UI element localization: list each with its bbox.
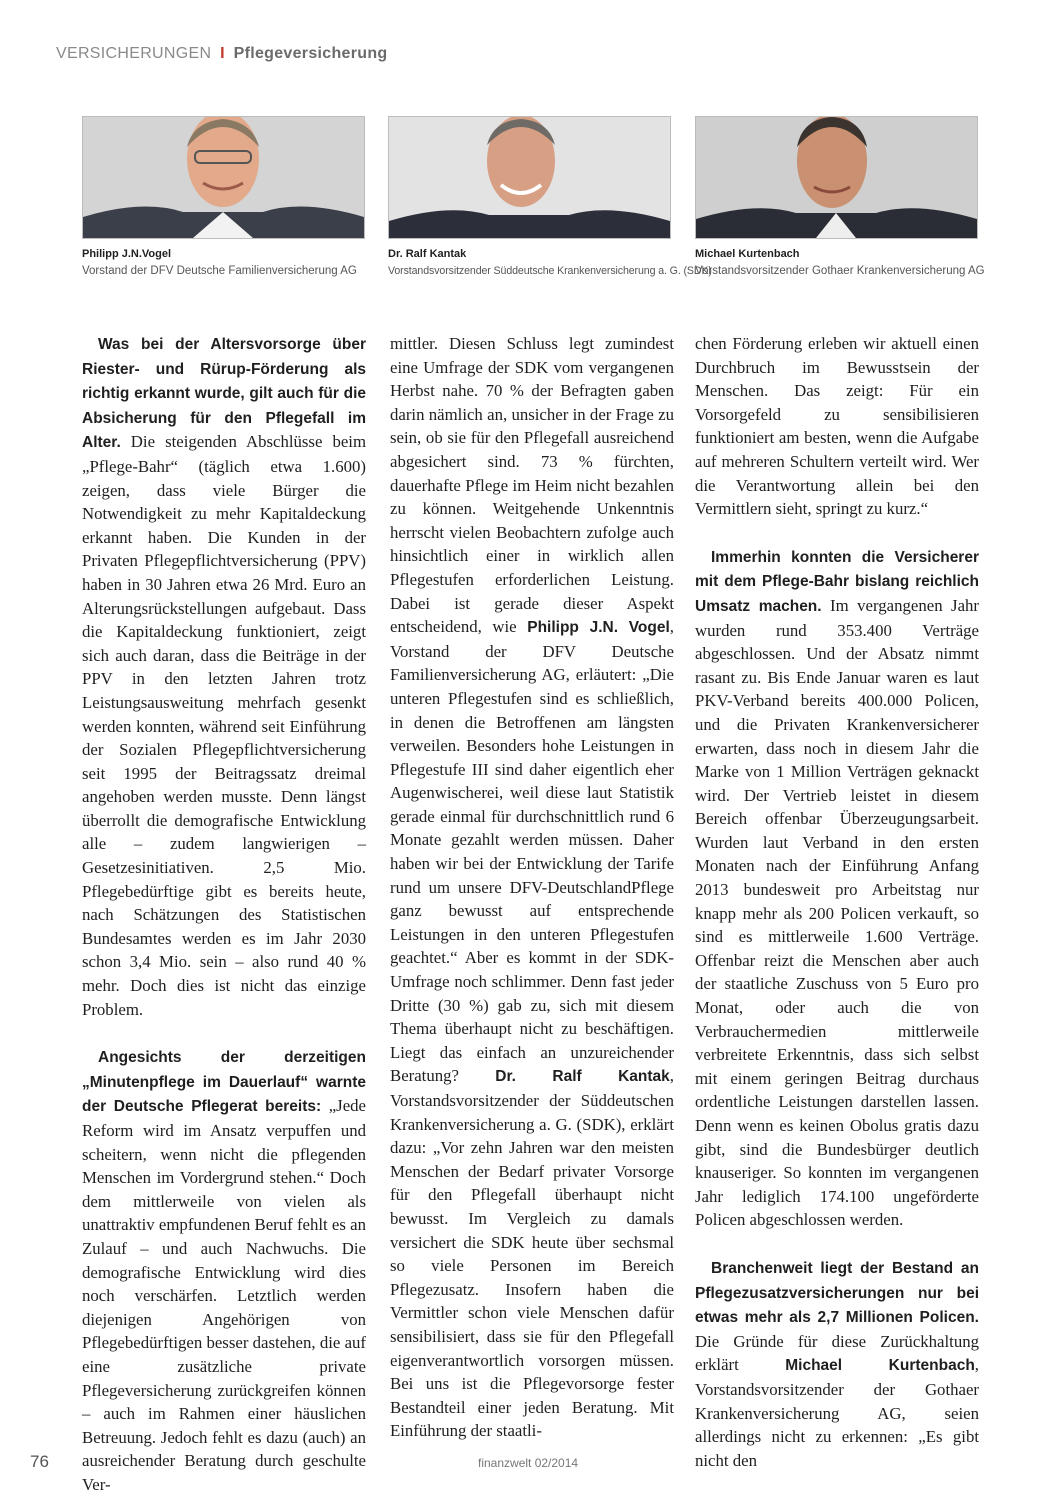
body-text: „Jede Reform wird im Ansatz verpuffen und scheitern, wenn nicht die pflegenden Menschen im Vordergrund stehen.“ Doch dem mittlerweile von vielen als unattraktiv empfundenen Beruf fehlt es an Zulauf – und auch Nachwuchs. Die demografische Entwicklung wird dies noch verschärfen. Letztlich werden diejenigen Angehörigen von Pflegebedürftigen besser dastehen, die auf eine zusätzliche private Pflegeversicherung zurückgreifen können – auch im Rahmen einer häuslichen Betreuung. Jedoch fehlt es dazu (auch) an ausreichender Beratung durch geschulte Ver- bbox=[82, 1096, 366, 1494]
paragraph bbox=[695, 545, 979, 1232]
topic-label: Pflegeversicherung bbox=[233, 45, 388, 62]
magazine-issue: finanzwelt 02/2014 bbox=[478, 1456, 579, 1470]
portrait-photo-kantak bbox=[388, 116, 671, 239]
article-column-2 bbox=[390, 332, 674, 1443]
caption-name: Dr. Ralf Kantak bbox=[388, 248, 467, 260]
paragraph bbox=[82, 332, 366, 1021]
lead-in: Immerhin konnten die Versicherer mit dem Pflege-Bahr bislang reichlich Umsatz machen. bbox=[695, 548, 979, 615]
body-text: , Vorstandsvorsitzender der Gothaer Krankenversicherung AG, seien allerdings nicht zu erkennen: „Es gibt nicht den bbox=[695, 1355, 979, 1470]
body-text: , Vorstandsvorsitzender der Süddeutschen Krankenversicherung a. G. (SDK), erklärt dazu: „Vor zehn Jahren war den meisten Menschen der Bedarf privater Vorsorge für den Pflegefall überhaupt nicht bewusst. Im Vergleich zu damals versichert die SDK heute über sechsmal so viele Personen im Bereich Pflegezusatz. Insofern haben die Vermittler schon viele Menschen dafür sensibilisiert, dass sie für den Pflegefall eigenverantwortlich vorsorgen müssen. Bei uns ist die Pflegevorsorge fester Bestandteil einer jeden Beratung. Mit Einführung der staatli- bbox=[390, 1066, 674, 1441]
portrait-photo-kurtenbach bbox=[695, 116, 978, 239]
section-label: VERSICHERUNGEN bbox=[56, 45, 212, 62]
caption-kurtenbach bbox=[695, 246, 995, 280]
article-column-3 bbox=[695, 332, 979, 1472]
caption-role: Vorstandsvorsitzender Süddeutsche Krankenversicherung a. G. (SDK) bbox=[388, 265, 712, 277]
paragraph bbox=[82, 1045, 366, 1496]
body-text: Die steigenden Abschlüsse beim „Pflege-Bahr“ (täglich etwa 1.600) zeigen, dass viele Bürger die Notwendigkeit zu mehr Kapitaldeckung erkannt haben. Die Kunden in der Privaten Pflegepflichtversicherung (PPV) haben in 30 Jahren etwa 26 Mrd. Euro an Alterungsrückstellungen aufgebaut. Dass die Kapitaldeckung funktioniert, zeigt sich auch daran, dass die Beiträge in der PPV in den letzten Jahren trotz Leistungsausweitung mehrfach gesenkt werden konnten, während seit Einführung der Sozialen Pflegepflichtversicherung seit 1995 der Beitragssatz dreimal angehoben werden musste. Denn längst überrollt die demografische Entwicklung alle – zudem langwierigen – Gesetzesinitiativen. 2,5 Mio. Pflegebedürftige gibt es bereits heute, nach Schätzungen des Statistischen Bundesamtes werden es im Jahr 2030 schon 3,4 Mio. sein – also rund 40 % mehr. Doch dies ist nicht das einzige Problem. bbox=[82, 432, 366, 1019]
caption-name: Philipp J.N.Vogel bbox=[82, 248, 172, 260]
person-name: Dr. Ralf Kantak bbox=[495, 1068, 670, 1086]
page-number: 76 bbox=[30, 1452, 49, 1471]
lead-in: Angesichts der derzeitigen „Minutenpflege im Dauerlauf“ warnte der Deutsche Pflegerat bereits: bbox=[82, 1049, 366, 1116]
lead-in: Branchenweit liegt der Bestand an Pflegezusatzversicherungen nur bei etwas mehr als 2,7 Millionen Policen. bbox=[695, 1259, 979, 1327]
portrait-photo-vogel bbox=[82, 116, 365, 239]
paragraph bbox=[390, 332, 674, 1443]
caption-kantak bbox=[388, 246, 712, 280]
caption-vogel bbox=[82, 246, 382, 280]
caption-role: Vorstand der DFV Deutsche Familienversicherung AG bbox=[82, 265, 357, 277]
lead-in: Was bei der Altersvorsorge über Riester- und Rürup-Förderung als richtig erkannt wurde, gilt auch für die Absicherung für den Pflegefall im Alter. bbox=[82, 336, 366, 452]
body-text: Im vergangenen Jahr wurden rund 353.400 Verträge abgeschlossen. Und der Absatz nimmt rasant zu. Bis Ende Januar waren es laut PKV-Verband bereits 400.000 Policen, und die Privaten Krankenversicherer erwarten, dass noch in diesem Jahr die Marke von 1 Million Verträgen geknackt wird. Der Vertrieb leistet in diesem Bereich offenbar Überzeugungsarbeit. Wurden laut Verband in den ersten Monaten nach der Einführung Anfang 2013 bundesweit pro Arbeitstag nur knapp mehr als 200 Policen verkauft, so sind es mittlerweile 1.600 Verträge. Offenbar reizt die Menschen aber auch der staatliche Zuschuss von 5 Euro pro Monat, oder auch die von Verbrauchermedien mittlerweile verbreitete Erkenntnis, dass sich selbst mit einem geringen Beitrag durchaus ordentliche Leistungen darstellen lassen. Denn wenn es keinen Obolus gratis dazu gibt, sind die Bundesbürger deutlich knauseriger. So konnten im vergangenen Jahr lediglich 174.100 ungeförderte Policen abgeschlossen werden. bbox=[695, 595, 979, 1230]
body-text: mittler. Diesen Schluss legt zumindest eine Umfrage der SDK vom vergangenen Herbst nahe. 70 % der Befragten gaben darin nämlich an, unsicher in der Frage zu sein, ob sie für den Pflegefall ausreichend abgesichert sind. 73 % fürchten, dauerhafte Pflege im Heim nicht bezahlen zu können. Weitgehende Unkenntnis herrscht vielen Beobachtern zufolge auch hinsichtlich einer in wirklich allen Pflegestufen erforderlichen Leistung. Dabei ist gerade dieser Aspekt entscheidend, wie bbox=[390, 334, 674, 637]
body-text: , Vorstand der DFV Deutsche Familienversicherung AG, erläutert: „Die unteren Pflegestufen sind es schließlich, in denen die Betroffenen am längsten verweilen. Besonders hohe Leistungen in Pflegestufe III sind daher eigentlich eher Augenwischerei, weil diese laut Statistik gerade einmal für durchschnittlich rund 6 Monate gezahlt werden müssen. Daher haben wir bei der Entwicklung der Tarife rund um unsere DFV-DeutschlandPflege ganz bewusst auf entsprechende Leistungen in den unteren Pflegestufen geachtet.“ Aber es kommt in der SDK-Umfrage noch schlimmer. Denn fast jeder Dritte (30 %) gab zu, sich mit diesem Thema überhaupt nicht zu beschäftigen. Liegt das einfach an unzureichender Beratung? bbox=[390, 617, 674, 1086]
article-column-1 bbox=[82, 332, 366, 1497]
body-text: chen Förderung erleben wir aktuell einen Durchbruch im Bewusstsein der Menschen. Das zeigt: Für ein Vorsorgefeld zu sensibilisieren funktioniert am besten, wenn die Aufgabe auf mehreren Schultern verteilt wird. Wer die Verantwortung allein bei den Vermittlern sieht, springt zu kurz.“ bbox=[695, 334, 979, 519]
paragraph bbox=[695, 1256, 979, 1472]
body-text: Die Gründe für diese Zurückhaltung erklärt bbox=[695, 1331, 979, 1375]
caption-role: Vorstandsvorsitzender Gothaer Krankenversicherung AG bbox=[695, 265, 985, 277]
person-name: Michael Kurtenbach bbox=[785, 1357, 975, 1375]
running-header bbox=[56, 45, 388, 63]
paragraph bbox=[695, 332, 979, 521]
person-name: Philipp J.N. Vogel bbox=[527, 619, 670, 637]
header-separator: I bbox=[220, 45, 225, 62]
caption-name: Michael Kurtenbach bbox=[695, 248, 800, 260]
